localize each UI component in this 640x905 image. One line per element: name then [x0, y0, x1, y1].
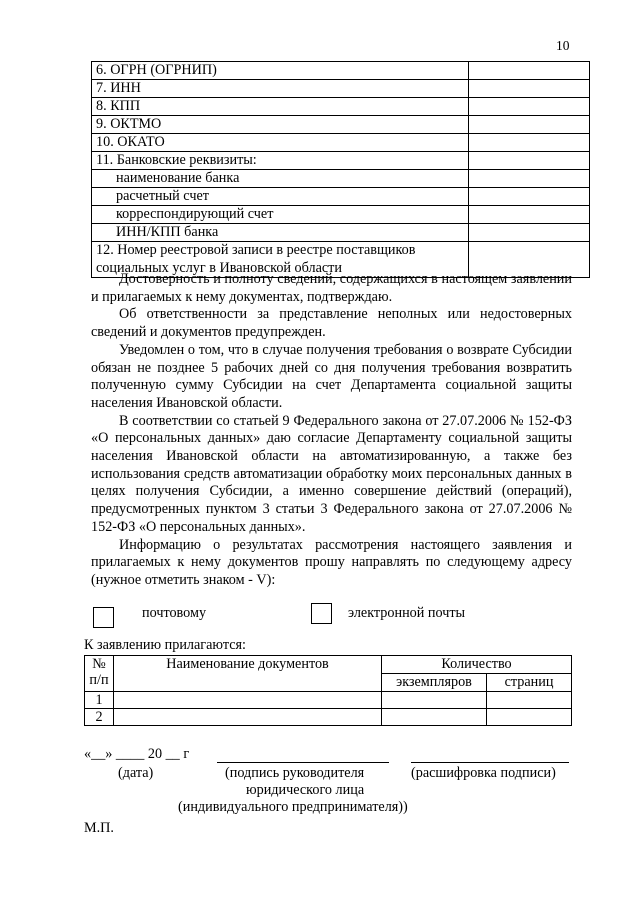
paragraph-notification: Информацию о результатах рассмотрения настоящего заявления и прилагаемых к нему документов прошу направлять по следующему адресу (нужное отметить знаком - V): [91, 536, 572, 588]
signature-caption: (подпись руководителя [225, 765, 365, 781]
row-value-cell[interactable] [469, 224, 590, 242]
doc-name-cell[interactable] [114, 692, 382, 709]
row-number: 1 [85, 692, 114, 709]
registry-line-1: 12. Номер реестровой записи в реестре поставщиков [96, 242, 416, 258]
pages-cell[interactable] [487, 692, 572, 709]
header-doc-name: Наименование документов [114, 656, 382, 692]
email-checkbox[interactable] [311, 603, 332, 624]
header-copies: экземпляров [382, 674, 487, 692]
bank-inn-kpp-label: ИНН/КПП банка [92, 224, 469, 242]
row-value-cell[interactable] [469, 134, 590, 152]
row-value-cell[interactable] [469, 80, 590, 98]
date-caption: (дата) [118, 765, 154, 781]
date-line: «__» ____ 20 __ г [84, 746, 190, 762]
header-pages: страниц [487, 674, 572, 692]
row-label: 7. ИНН [92, 80, 469, 98]
copies-cell[interactable] [382, 709, 487, 726]
bank-details-title: 11. Банковские реквизиты: [92, 152, 469, 170]
page-number: 10 [556, 38, 570, 53]
row-value-cell[interactable] [469, 170, 590, 188]
registry-line-2: социальных услуг в Ивановской области [96, 259, 342, 276]
table-row [92, 80, 590, 98]
paragraph-reliability: Достоверность и полноту сведений, содержащихся в настоящем заявлении и прилагаемых к нему документах, подтверждаю. [91, 271, 572, 305]
paragraph-personal-data: В соответствии со статьей 9 Федерального закона от 27.07.2006 № 152-ФЗ «О персональных данных» даю согласие Департаменту социальной защиты населения Ивановской области на автоматизированную, а также без использования средств автоматизации обработку моих персональных данных в целях получения Субсидии, а именно совершение действий (операций), предусмотренных пунктом 3 статьи 3 Федерального закона от 27.07.2006 № 152-ФЗ «О персональных данных». [91, 412, 572, 535]
table-row [92, 134, 590, 152]
decoding-line[interactable] [411, 762, 569, 763]
postal-checkbox[interactable] [93, 607, 114, 628]
header-number-pp: п/п [89, 672, 109, 688]
table-row [92, 98, 590, 116]
row-label: 9. ОКТМО [92, 116, 469, 134]
row-value-cell[interactable] [469, 98, 590, 116]
table-row [92, 152, 590, 170]
requisites-table [91, 61, 590, 278]
row-label: 10. ОКАТО [92, 134, 469, 152]
header-number [85, 656, 114, 692]
email-label: электронной почты [348, 605, 466, 621]
table-row [92, 188, 590, 206]
table-row [92, 224, 590, 242]
attachments-table [84, 655, 572, 726]
table-row [92, 62, 590, 80]
row-value-cell[interactable] [469, 116, 590, 134]
table-row [92, 116, 590, 134]
bank-name-label: наименование банка [92, 170, 469, 188]
signature-caption-line-2: юридического лица [246, 782, 365, 798]
header-quantity: Количество [382, 656, 572, 674]
copies-cell[interactable] [382, 692, 487, 709]
table-row [85, 709, 572, 726]
row-value-cell[interactable] [469, 188, 590, 206]
corr-account-label: корреспондирующий счет [92, 206, 469, 224]
paragraph-responsibility: Об ответственности за представление неполных или недостоверных сведений и документов предупрежден. [91, 306, 572, 341]
pages-cell[interactable] [487, 709, 572, 726]
table-row [92, 206, 590, 224]
table-row [92, 170, 590, 188]
declaration-text [91, 271, 572, 590]
attachments-heading: К заявлению прилагаются: [84, 637, 246, 653]
row-number: 2 [85, 709, 114, 726]
row-label: 8. КПП [92, 98, 469, 116]
signature-caption-line-3: (индивидуального предпринимателя)) [178, 799, 408, 815]
table-header-row [85, 656, 572, 674]
account-label: расчетный счет [92, 188, 469, 206]
paragraph-refund: Уведомлен о том, что в случае получения требования о возврате Субсидии обязан не позднее 5 рабочих дней со дня получения требования возвратить полученную сумму Субсидии на счет Департамента социальной защиты населения Ивановской области. [91, 341, 572, 411]
postal-label: почтовому [142, 605, 207, 621]
stamp-place: М.П. [84, 820, 114, 836]
row-value-cell[interactable] [469, 62, 590, 80]
row-label: 6. ОГРН (ОГРНИП) [92, 62, 469, 80]
row-value-cell[interactable] [469, 152, 590, 170]
table-row [85, 692, 572, 709]
signature-line[interactable] [217, 762, 389, 763]
decoding-caption: (расшифровка подписи) [411, 765, 556, 781]
row-value-cell[interactable] [469, 206, 590, 224]
doc-name-cell[interactable] [114, 709, 382, 726]
header-number-sign: № [92, 656, 106, 672]
